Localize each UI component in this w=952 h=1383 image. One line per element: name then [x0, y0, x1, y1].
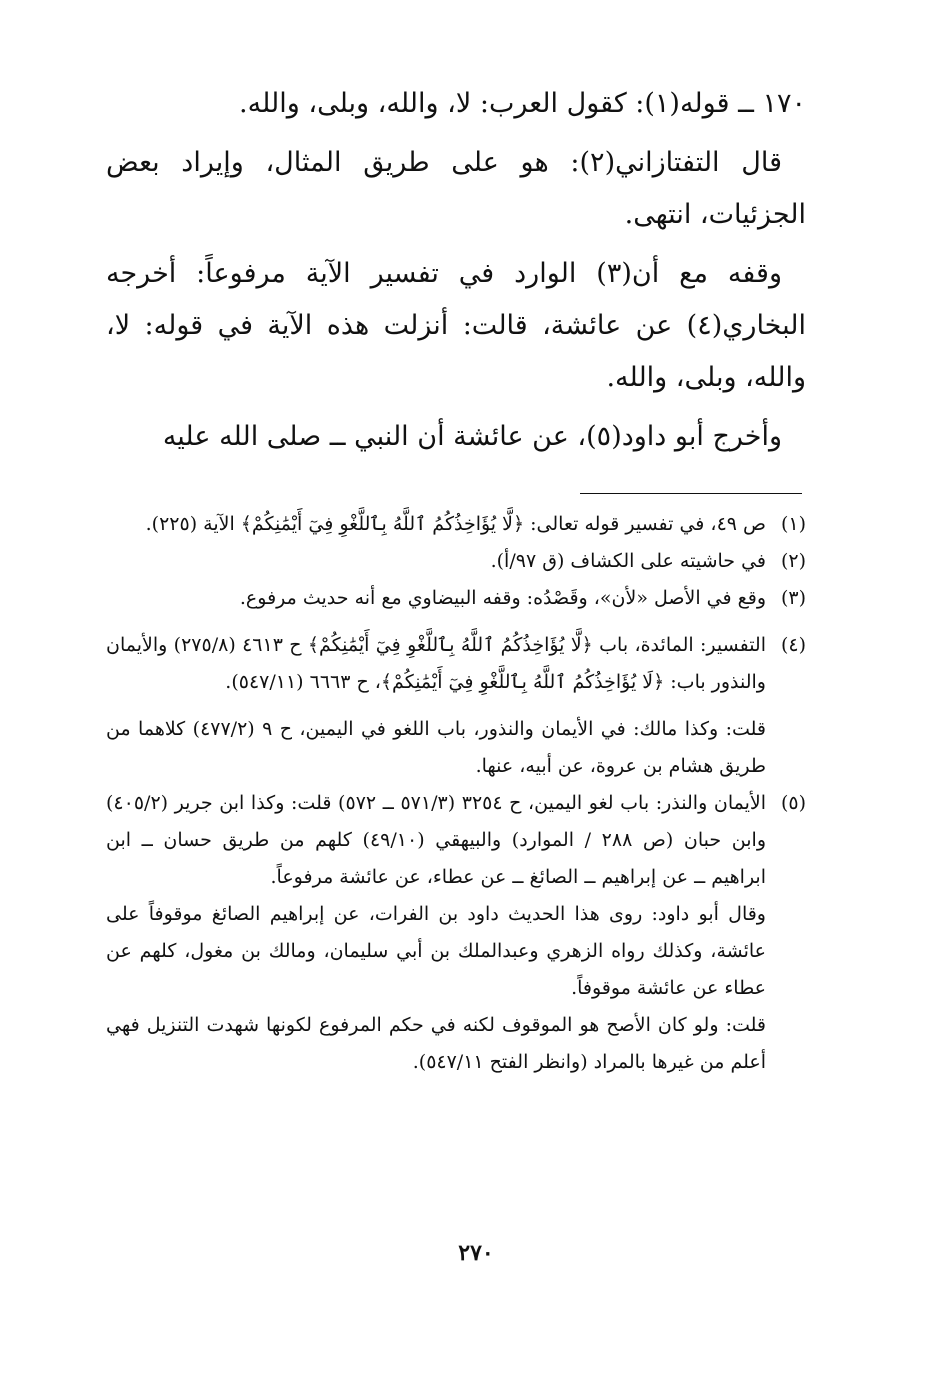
- footnote-text: ص ٤٩، في تفسير قوله تعالى: ﴿لَّا يُؤَاخِذُكُمُ ٱللَّهُ بِٱللَّغْوِ فِيٓ أَيْمَٰنِكُمْ﴾ الآية (٢٢٥).: [145, 513, 766, 535]
- paragraph-taftazani: قال التفتازاني(٢): هو على طريق المثال، وإيراد بعض الجزئيات، انتهى.: [106, 147, 806, 230]
- page-number: ٢٧٠: [458, 1240, 494, 1266]
- footnote-5-note-abu-dawud: وقال أبو داود: روى هذا الحديث داود بن الفرات، عن إبراهيم الصائغ موقوفاً على عائشة، وكذلك رواه الزهري وعبدالملك بن أبي سليمان، ومالك بن مغول، كلهم عن عطاء عن عائشة موقوفاً.: [106, 903, 766, 999]
- paragraph-abu-dawud: وأخرج أبو داود(٥)، عن عائشة أن النبي ــ صلى الله عليه: [162, 421, 782, 452]
- footnote-text: التفسير: المائدة، باب ﴿لَّا يُؤَاخِذُكُمُ ٱللَّهُ بِٱللَّغْوِ فِيٓ أَيْمَٰنِكُمْ﴾ ح ٤٦١٣ (٢٧٥/٨) والأيمان والنذور باب: ﴿لَا يُؤَاخِذُكُمُ ٱللَّهُ بِٱللَّغْوِ فِيٓ أَيْمَٰنِكُمْ﴾، ح ٦٦٦٣ (٥٤٧/١١).: [106, 634, 766, 693]
- footnote-text: الأيمان والنذر: باب لغو اليمين، ح ٣٢٥٤ (٥٧١/٣ ــ ٥٧٢) قلت: وكذا ابن جرير (٤٠٥/٢) وابن حبان (ص ٢٨٨ / الموارد) والبيهقي (٤٩/١٠) كلهم من طريق حسان ــ ابن ابراهيم ــ عن إبراهيم ــ الصائغ ــ عن عطاء، عن عائشة مرفوعاً.: [106, 792, 766, 888]
- footnote-text: في حاشيته على الكشاف (ق ٩٧/أ).: [490, 550, 766, 572]
- footnote-4-note: قلت: وكذا مالك: في الأيمان والنذور، باب اللغو في اليمين، ح ٩ (٤٧٧/٢) كلاهما من طريق هشام بن عروة، عن أبيه، عنها.: [106, 718, 767, 777]
- footnote-text: وقع في الأصل «لأن»، وقَصْدُه: وقفه البيضاوي مع أنه حديث مرفوع.: [239, 587, 766, 609]
- paragraph-170: ١٧٠ ــ قوله(١): كقول العرب: لا، والله، وبلى، والله.: [239, 88, 806, 119]
- footnote-number: (٢): [780, 550, 806, 572]
- footnote-5: [106, 785, 806, 896]
- footnote-number: (٥): [780, 792, 806, 814]
- footnote-2: [106, 543, 806, 580]
- footnote-4: [106, 627, 806, 701]
- footnote-3: [106, 580, 806, 617]
- footnote-number: (٣): [780, 587, 806, 609]
- footnotes: [106, 506, 806, 1081]
- footnote-number: (٤): [780, 634, 806, 656]
- footnote-5-note-qultu: قلت: ولو كان الأصح هو الموقوف لكنه في حكم المرفوع لكونها شهدت التنزيل فهي أعلم من غيرها بالمراد (وانظر الفتح ٥٤٧/١١).: [106, 1014, 766, 1073]
- footnote-separator: [580, 493, 802, 494]
- paragraph-bukhari: وقفه مع أن(٣) الوارد في تفسير الآية مرفوعاً: أخرجه البخاري(٤) عن عائشة، قالت: أنزلت هذه الآية في قوله: لا، والله، وبلى، والله.: [106, 258, 806, 393]
- footnote-1: [106, 506, 806, 543]
- footnote-number: (١): [780, 513, 806, 535]
- main-text: [106, 78, 806, 470]
